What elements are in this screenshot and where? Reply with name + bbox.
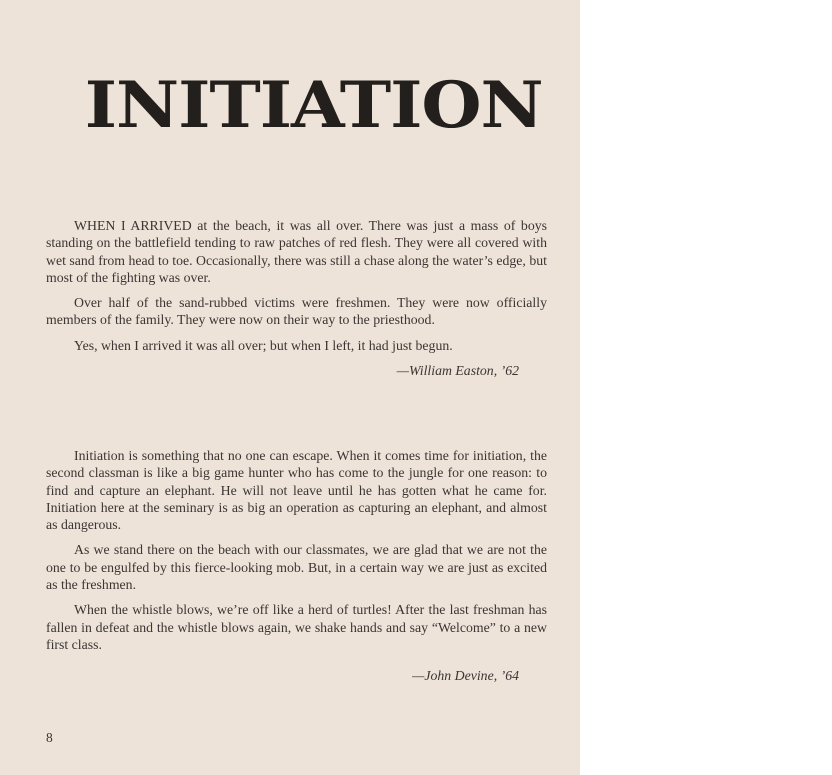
paragraph: Initiation is something that no one can escape. When it comes time for initiation, the second classman is like a big game hunter who has come to the jungle for one reason: to find and capture an elephant. He will not leave until he has gotten what he came for. Initiation here at the seminary is as big an operation as capturing an elephant, and almost as dangerous. bbox=[46, 448, 547, 533]
essay-william-easton bbox=[46, 217, 547, 387]
paragraph: When the whistle blows, we’re off like a herd of turtles! After the last freshman has fallen in defeat and the whistle blows again, we shake hands and say “Welcome” to a new first class. bbox=[46, 602, 547, 652]
paragraph: Yes, when I arrived it was all over; but when I left, it had just begun. bbox=[74, 337, 453, 353]
author-signature: —William Easton, ’62 bbox=[396, 363, 519, 379]
author-signature: —John Devine, ’64 bbox=[412, 668, 519, 684]
page-title: INITIATION bbox=[84, 68, 543, 143]
page-number: 8 bbox=[46, 730, 53, 745]
paragraph: Over half of the sand-rubbed victims were freshmen. They were now officially members of the family. They were now on their way to the priesthood. bbox=[46, 295, 547, 328]
paragraph: WHEN I ARRIVED at the beach, it was all over. There was just a mass of boys standing on the battlefield tending to raw patches of red flesh. They were all covered with wet sand from head to toe. Occasionally, there was still a chase along the water’s edge, but most of the fighting was over. bbox=[46, 218, 547, 285]
essay-john-devine bbox=[46, 447, 547, 693]
paragraph: As we stand there on the beach with our classmates, we are glad that we are not the one to be engulfed by this fierce-looking mob. But, in a certain way we are just as excited as the freshmen. bbox=[46, 542, 547, 593]
